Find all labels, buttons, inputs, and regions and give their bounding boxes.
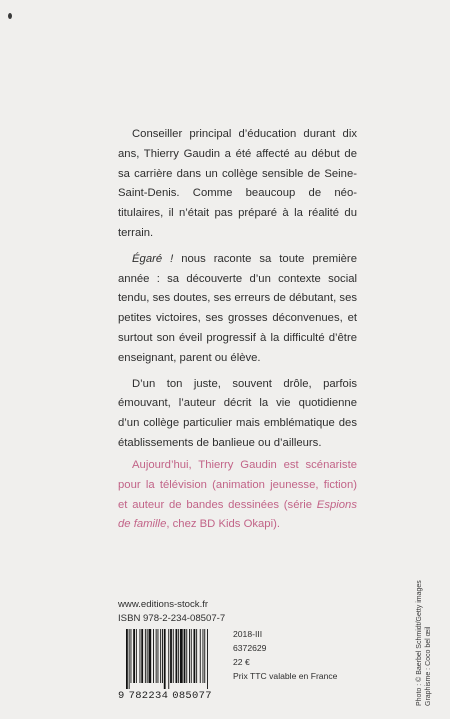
corner-mark [8, 13, 12, 19]
credits [415, 580, 433, 706]
barcode-bar [145, 629, 146, 683]
blurb-paragraph-2 [118, 250, 357, 369]
barcode-bar [170, 629, 172, 683]
barcode-bar [156, 629, 157, 683]
barcode-group-2: 085077 [172, 690, 212, 702]
barcode-bar [203, 629, 204, 683]
barcode-bar [160, 629, 161, 683]
barcode-bar [133, 629, 135, 683]
barcode-bar [194, 629, 196, 683]
barcode-bar [189, 629, 190, 683]
barcode [118, 625, 228, 705]
barcode-bar [191, 629, 192, 683]
barcode-bar [176, 629, 178, 683]
barcode-bar [207, 629, 208, 689]
barcode-bar [200, 629, 201, 683]
publisher-info [118, 598, 225, 626]
bio-text-1: Aujourd’hui, Thierry Gaudin est scénariste pour la télévision (animation jeunesse, fiction) et auteur de bandes dessinées (série [118, 459, 357, 511]
barcode-bar [168, 629, 169, 689]
barcode-bar [140, 629, 141, 683]
barcode-lead-digit: 9 [118, 690, 125, 702]
photo-credit: Photo : © Baerbel Schmidt/Getty images [416, 580, 423, 706]
barcode-bar [147, 629, 148, 683]
barcode-bars [126, 629, 226, 689]
isbn: ISBN 978-2-234-08507-7 [118, 613, 226, 624]
barcode-bar [164, 629, 166, 689]
barcode-bar [178, 629, 179, 683]
barcode-bar [141, 629, 143, 683]
barcode-digits [118, 690, 230, 702]
barcode-bar [153, 629, 154, 683]
barcode-bar [126, 629, 128, 689]
blurb-paragraph-2-text: nous raconte sa toute première année : sa découverte d’un contexte social tendu, ses doutes, ses erreurs de débutant, ses petites victoires, ses grosses déconvenues, et surtout son éveil progressif à la difficulté d’être enseignant, parent ou élève. [118, 252, 357, 364]
publisher-website: www.editions-stock.fr [118, 599, 209, 610]
barcode-bar [136, 629, 137, 683]
blurb [118, 125, 357, 460]
design-credit: Graphisme : Coco bel œil [425, 626, 432, 706]
blurb-paragraph-1: Conseiller principal d’éducation durant dix ans, Thierry Gaudin a été affecté au début de sa carrière dans un collège sensible de Seine-Saint-Denis. Comme beaucoup de néo-titulaires, il n’était pas préparé à la réalité du terrain. [118, 128, 357, 239]
barcode-bar [196, 629, 197, 683]
blurb-paragraph-3: D’un ton juste, souvent drôle, parfois émouvant, l’auteur décrit la vie quotidienne d’un collège particulier mais emblématique des établissements de banlieue ou d’ailleurs. [118, 377, 357, 449]
price-code-1: 2018-III [233, 629, 263, 639]
price-info [233, 627, 337, 683]
barcode-bar [129, 629, 130, 689]
barcode-bar [186, 629, 187, 683]
barcode-group-1: 782234 [128, 690, 169, 702]
series-title: Espions de famille [118, 498, 357, 531]
book-title: Égaré ! [132, 252, 174, 265]
barcode-bar [204, 629, 205, 683]
price-code-2: 6372629 [233, 643, 267, 653]
barcode-bar [149, 629, 152, 683]
barcode-bar [180, 629, 183, 683]
price-amount: 22 € [233, 657, 250, 667]
barcode-bar [173, 629, 174, 683]
barcode-bar [131, 629, 132, 683]
price-note: Prix TTC valable en France [233, 671, 338, 681]
author-bio [118, 456, 357, 535]
bio-text-2: , chez BD Kids Okapi). [166, 518, 280, 531]
barcode-bar [162, 629, 163, 683]
barcode-bar [184, 629, 186, 683]
barcode-bar [158, 629, 159, 683]
